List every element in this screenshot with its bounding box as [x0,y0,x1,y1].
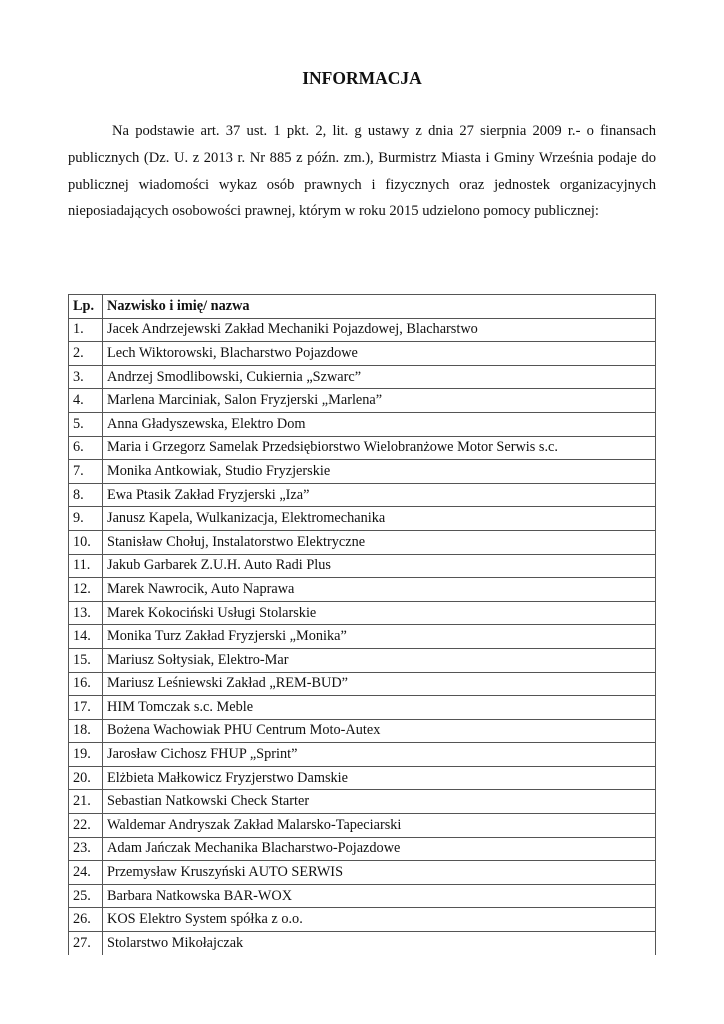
table-header-row [69,295,656,319]
row-number: 1. [69,318,103,342]
row-name: Waldemar Andryszak Zakład Malarsko-Tapeciarski [103,814,656,838]
table-row [69,672,656,696]
recipients-table [68,294,656,955]
row-name: Andrzej Smodlibowski, Cukiernia „Szwarc” [103,365,656,389]
table-row [69,530,656,554]
row-number: 15. [69,648,103,672]
table-row [69,908,656,932]
row-number: 25. [69,884,103,908]
row-number: 22. [69,814,103,838]
header-lp: Lp. [69,295,103,319]
row-name: HIM Tomczak s.c. Meble [103,696,656,720]
table-row [69,412,656,436]
table-row [69,436,656,460]
table-row [69,342,656,366]
row-name: Elżbieta Małkowicz Fryzjerstwo Damskie [103,766,656,790]
row-number: 9. [69,507,103,531]
row-number: 12. [69,578,103,602]
row-name: Lech Wiktorowski, Blacharstwo Pojazdowe [103,342,656,366]
row-name: Monika Antkowiak, Studio Fryzjerskie [103,460,656,484]
row-name: Jakub Garbarek Z.U.H. Auto Radi Plus [103,554,656,578]
row-name: Monika Turz Zakład Fryzjerski „Monika” [103,625,656,649]
table-row [69,601,656,625]
row-number: 23. [69,837,103,861]
row-number: 8. [69,483,103,507]
row-name: Barbara Natkowska BAR-WOX [103,884,656,908]
row-number: 16. [69,672,103,696]
row-number: 20. [69,766,103,790]
table-row [69,932,656,955]
row-number: 14. [69,625,103,649]
row-number: 21. [69,790,103,814]
table-row [69,861,656,885]
row-name: Przemysław Kruszyński AUTO SERWIS [103,861,656,885]
row-name: Marek Kokociński Usługi Stolarskie [103,601,656,625]
row-name: Mariusz Leśniewski Zakład „REM-BUD” [103,672,656,696]
table-row [69,766,656,790]
row-name: Stolarstwo Mikołajczak [103,932,656,955]
row-number: 2. [69,342,103,366]
row-name: Jacek Andrzejewski Zakład Mechaniki Pojazdowej, Blacharstwo [103,318,656,342]
row-number: 6. [69,436,103,460]
table-row [69,837,656,861]
row-number: 26. [69,908,103,932]
table-row [69,719,656,743]
row-name: KOS Elektro System spółka z o.o. [103,908,656,932]
table-row [69,648,656,672]
row-number: 10. [69,530,103,554]
table-row [69,389,656,413]
row-name: Janusz Kapela, Wulkanizacja, Elektromechanika [103,507,656,531]
row-number: 3. [69,365,103,389]
document-title: INFORMACJA [302,68,422,88]
row-number: 7. [69,460,103,484]
row-number: 17. [69,696,103,720]
table-row [69,460,656,484]
table-row [69,318,656,342]
row-number: 27. [69,932,103,955]
row-number: 4. [69,389,103,413]
table-row [69,884,656,908]
table-row [69,625,656,649]
table-row [69,507,656,531]
row-name: Jarosław Cichosz FHUP „Sprint” [103,743,656,767]
table-row [69,578,656,602]
row-name: Mariusz Sołtysiak, Elektro-Mar [103,648,656,672]
row-name: Adam Jańczak Mechanika Blacharstwo-Pojazdowe [103,837,656,861]
row-name: Stanisław Chołuj, Instalatorstwo Elektryczne [103,530,656,554]
table-row [69,814,656,838]
table-row [69,790,656,814]
row-name: Marek Nawrocik, Auto Naprawa [103,578,656,602]
row-name: Marlena Marciniak, Salon Fryzjerski „Marlena” [103,389,656,413]
intro-paragraph: Na podstawie art. 37 ust. 1 pkt. 2, lit. g ustawy z dnia 27 sierpnia 2009 r.- o finansach publicznych (Dz. U. z 2013 r. Nr 885 z późn. zm.), Burmistrz Miasta i Gminy Września podaje do publicznej wiadomości wykaz osób prawnych i fizycznych oraz jednostek organizacyjnych nieposiadających osobowości prawnej, którym w roku 2015 udzielono pomocy publicznej: [68,123,656,220]
row-name: Bożena Wachowiak PHU Centrum Moto-Autex [103,719,656,743]
table-row [69,554,656,578]
row-name: Sebastian Natkowski Check Starter [103,790,656,814]
table-row [69,365,656,389]
table-row [69,743,656,767]
row-number: 11. [69,554,103,578]
row-name: Ewa Ptasik Zakład Fryzjerski „Iza” [103,483,656,507]
table-row [69,696,656,720]
row-number: 18. [69,719,103,743]
row-number: 19. [69,743,103,767]
row-number: 13. [69,601,103,625]
row-name: Anna Gładyszewska, Elektro Dom [103,412,656,436]
row-number: 5. [69,412,103,436]
row-name: Maria i Grzegorz Samelak Przedsiębiorstwo Wielobranżowe Motor Serwis s.c. [103,436,656,460]
row-number: 24. [69,861,103,885]
header-name: Nazwisko i imię/ nazwa [103,295,656,319]
table-row [69,483,656,507]
